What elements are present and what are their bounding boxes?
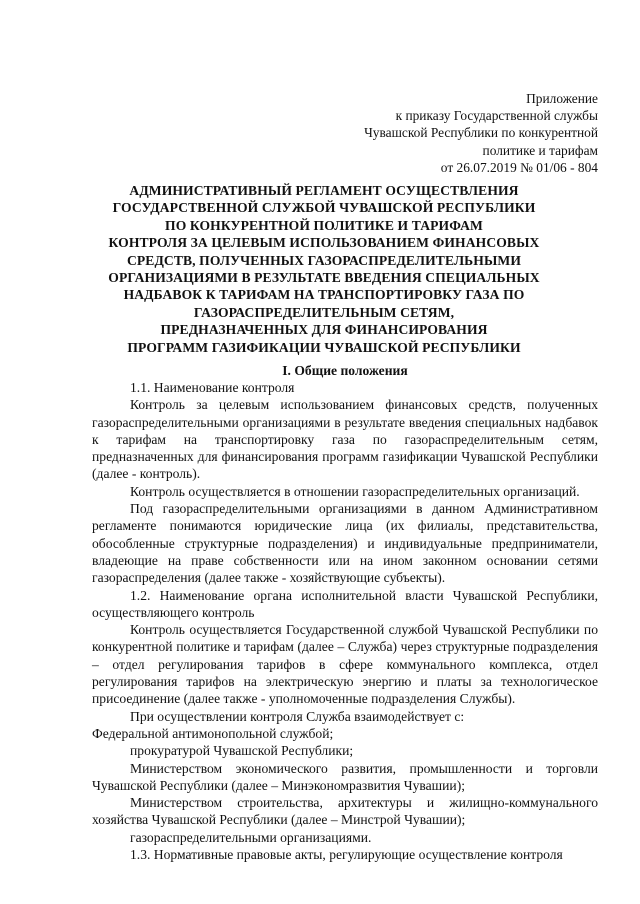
paragraph: Под газораспределительными организациями в данном Административном регламенте понимаются юридические лица (их филиалы, представительства, обособленные структурные подразделения) и индивидуальные предприниматели, владеющие на праве собственности или на ином законном основании сетями газораспределения (далее также - хозяйствующие субъекты). bbox=[92, 501, 598, 586]
subsection-heading: 1.1. Наименование контроля bbox=[130, 380, 295, 395]
document-body bbox=[92, 379, 598, 863]
title-line: СРЕДСТВ, ПОЛУЧЕННЫХ ГАЗОРАСПРЕДЕЛИТЕЛЬНЫМИ bbox=[126, 252, 521, 268]
paragraph: Контроль осуществляется Государственной службой Чувашской Республики по конкурентной политике и тарифам (далее – Служба) через структурные подразделения – отдел регулирования тарифов в сфере коммунального комплекса, отдел регулирования тарифов на электрическую энергию и платы за технологическое присоединение (далее также - уполномоченные подразделения Службы). bbox=[92, 622, 598, 707]
list-item: Министерством экономического развития, промышленности и торговли Чувашской Республики (далее – Минэкономразвития Чувашии); bbox=[92, 760, 598, 793]
document-title bbox=[60, 182, 588, 356]
title-line: АДМИНИСТРАТИВНЫЙ РЕГЛАМЕНТ ОСУЩЕСТВЛЕНИЯ bbox=[129, 183, 519, 198]
paragraph: Контроль за целевым использованием финансовых средств, полученных газораспределительными организациями в результате введения специальных надбавок к тарифам на транспортировку газа по газораспределительным сетям, предназначенных для финансирования программ газификации Чувашской Республики (далее - контроль). bbox=[92, 397, 598, 482]
appendix-line: к приказу Государственной службы bbox=[395, 108, 598, 124]
title-line: НАДБАВОК К ТАРИФАМ НА ТРАНСПОРТИРОВКУ ГАЗА ПО bbox=[123, 287, 525, 303]
list-item: газораспределительными организациями. bbox=[130, 829, 372, 845]
appendix-date-line: от 26.07.2019 № 01/06 - 804 bbox=[440, 159, 598, 175]
appendix-block bbox=[364, 90, 598, 176]
subsection-heading: 1.3. Нормативные правовые акты, регулирующие осуществление контроля bbox=[130, 847, 563, 863]
list-item: Федеральной антимонопольной службой; bbox=[92, 725, 334, 741]
title-line: ПРЕДНАЗНАЧЕННЫХ ДЛЯ ФИНАНСИРОВАНИЯ bbox=[160, 322, 488, 338]
title-line: КОНТРОЛЯ ЗА ЦЕЛЕВЫМ ИСПОЛЬЗОВАНИЕМ ФИНАНСОВЫХ bbox=[108, 235, 540, 251]
title-line: ПО КОНКУРЕНТНОЙ ПОЛИТИКЕ И ТАРИФАМ bbox=[165, 217, 483, 233]
paragraph: Контроль осуществляется в отношении газораспределительных организаций. bbox=[130, 483, 580, 499]
title-line: ПРОГРАММ ГАЗИФИКАЦИИ ЧУВАШСКОЙ РЕСПУБЛИКИ bbox=[127, 339, 521, 355]
title-line: ГАЗОРАСПРЕДЕЛИТЕЛЬНЫМ СЕТЯМ, bbox=[193, 304, 455, 320]
paragraph: При осуществлении контроля Служба взаимодействует с: bbox=[130, 708, 465, 724]
title-line: ОРГАНИЗАЦИЯМИ В РЕЗУЛЬТАТЕ ВВЕДЕНИЯ СПЕЦИАЛЬНЫХ bbox=[108, 270, 540, 286]
appendix-line: Чувашской Республики по конкурентной bbox=[364, 125, 598, 141]
appendix-line: политике и тарифам bbox=[482, 142, 598, 158]
subsection-heading: 1.2. Наименование органа исполнительной власти Чувашской Республики, осуществляющего контроль bbox=[92, 587, 598, 620]
list-item: прокуратурой Чувашской Республики; bbox=[130, 743, 354, 759]
title-line: ГОСУДАРСТВЕННОЙ СЛУЖБОЙ ЧУВАШСКОЙ РЕСПУБЛИКИ bbox=[112, 200, 536, 216]
appendix-line: Приложение bbox=[526, 91, 598, 106]
list-item: Министерством строительства, архитектуры и жилищно-коммунального хозяйства Чувашской Республики (далее – Минстрой Чувашии); bbox=[92, 795, 598, 828]
section-heading: I. Общие положения bbox=[282, 363, 408, 378]
